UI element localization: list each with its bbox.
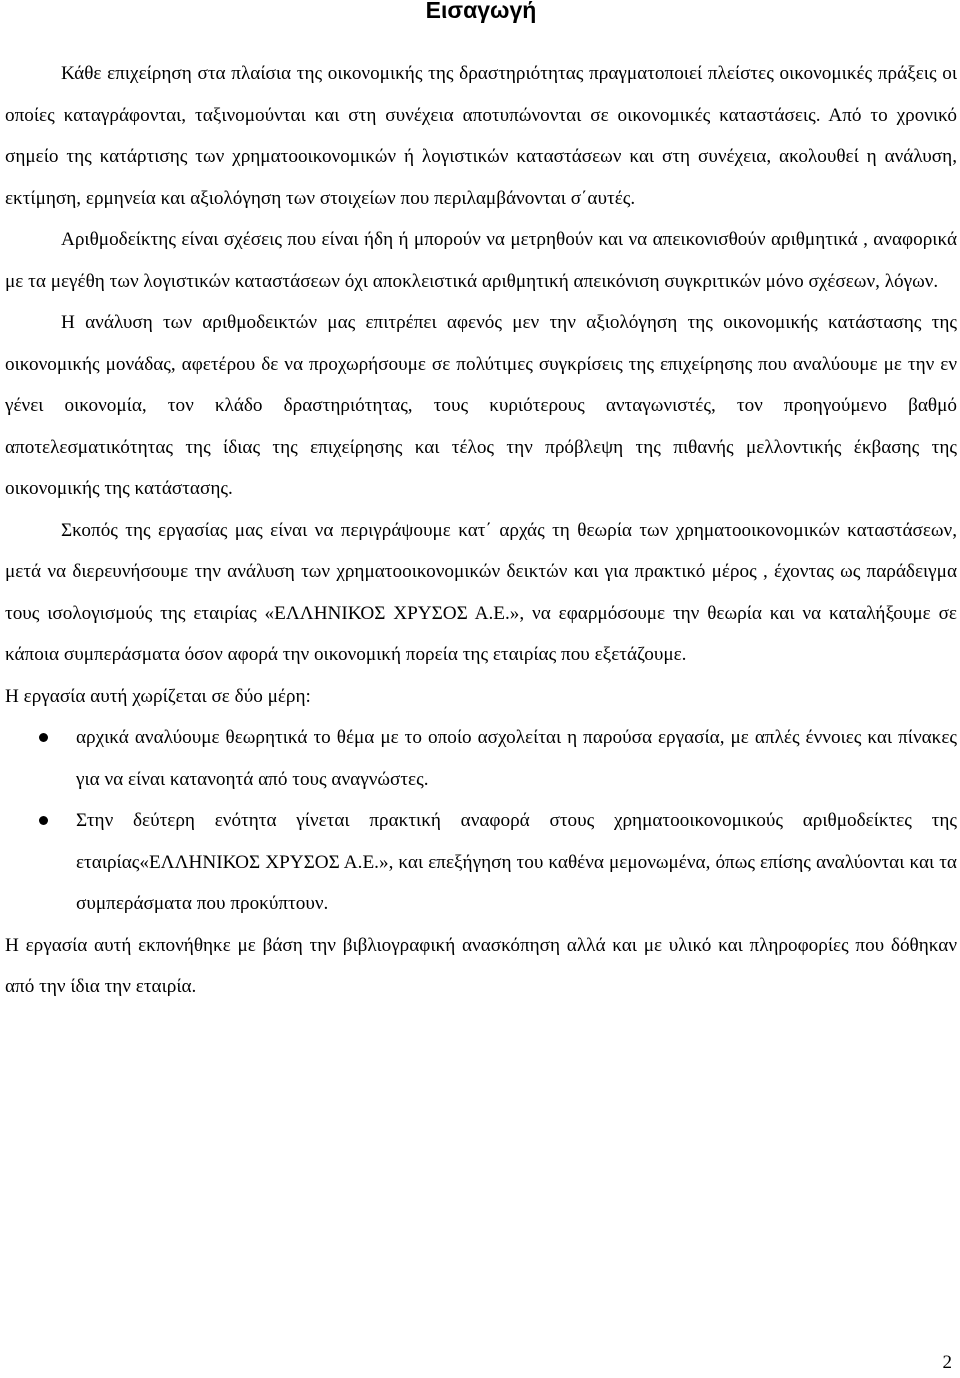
paragraph-parts-intro: Η εργασία αυτή χωρίζεται σε δύο μέρη: xyxy=(5,685,311,707)
list-item xyxy=(5,717,957,800)
parts-list xyxy=(5,717,957,925)
list-item-text: αρχικά αναλύουμε θεωρητικά το θέμα με το οποίο ασχολείται η παρούσα εργασία, με απλές έννοιες και πίνακες για να είναι κατανοητά από τους αναγνώστες. xyxy=(76,727,957,790)
bullet-icon xyxy=(39,733,48,742)
list-item xyxy=(5,800,957,925)
paragraph-ratio-analysis: Η ανάλυση των αριθμοδεικτών μας επιτρέπει αφενός μεν την αξιολόγηση της οικονομικής κατάστασης της οικονομικής μονάδας, αφετέρου δε να προχωρήσουμε σε πολύτιμες συγκρίσεις της επιχείρησης που αναλύουμε με την εν γένει οικονομία, τον κλάδο δραστηριότητας, τους κυριότερους ανταγωνιστές, τον προηγούμενο βαθμό αποτελεσματικότητας της ίδιας της επιχείρησης και τέλος την πρόβλεψη της πιθανής μελλοντικής έκβασης της οικονομικής της κατάστασης. xyxy=(5,312,957,499)
document-page xyxy=(5,0,957,1008)
paragraph-ratios-definition: Αριθμοδείκτης είναι σχέσεις που είναι ήδη ή μπορούν να μετρηθούν και να απεικονισθούν αριθμητικά , αναφορικά με τα μεγέθη των λογιστικών καταστάσεων όχι αποκλειστικά αριθμητική απεικόνιση συγκριτικών μόνο σχέσεων, λόγων. xyxy=(5,229,957,292)
page-number: 2 xyxy=(942,1352,952,1373)
paragraph-closing: Η εργασία αυτή εκπονήθηκε με βάση την βιβλιογραφική ανασκόπηση αλλά και με υλικό και πληροφορίες που δόθηκαν από την ίδια την εταιρία. xyxy=(5,934,957,997)
page-title: Εισαγωγή xyxy=(425,0,537,23)
list-item-text: Στην δεύτερη ενότητα γίνεται πρακτική αναφορά στους χρηματοοικονομικούς αριθμοδείκτες της εταιρίας«ΕΛΛΗΝΙΚΟΣ ΧΡΥΣΟΣ Α.Ε.», και επεξήγηση του καθένα μεμονωμένα, όπως επίσης αναλύονται και τα συμπεράσματα που προκύπτουν. xyxy=(76,810,957,914)
paragraph-intro: Κάθε επιχείρηση στα πλαίσια της οικονομικής της δραστηριότητας πραγματοποιεί πλείστες οικονομικές πράξεις οι οποίες καταγράφονται, ταξινομούνται και στη συνέχεια αποτυπώνονται σε οικονομικές καταστάσεις. Από το χρονικό σημείο της κατάρτισης των χρηματοοικονομικών ή λογιστικών καταστάσεων και στη συνέχεια, ακολουθεί η ανάλυση, εκτίμηση, ερμηνεία και αξιολόγηση των στοιχείων που περιλαμβάνονται σ΄αυτές. xyxy=(5,63,957,209)
paragraph-purpose: Σκοπός της εργασίας μας είναι να περιγράψουμε κατ΄ αρχάς τη θεωρία των χρηματοοικονομικών καταστάσεων, μετά να διερευνήσουμε την ανάλυση των χρηματοοικονομικών δεικτών και για πρακτικό μέρος , έχοντας ως παράδειγμα τους ισολογισμούς της εταιρίας «ΕΛΛΗΝΙΚΟΣ ΧΡΥΣΟΣ Α.Ε.», να εφαρμόσουμε την θεωρία και να καταλήξουμε σε κάποια συμπεράσματα όσον αφορά την οικονομική πορεία της εταιρίας που εξετάζουμε. xyxy=(5,519,957,665)
bullet-icon xyxy=(39,816,48,825)
